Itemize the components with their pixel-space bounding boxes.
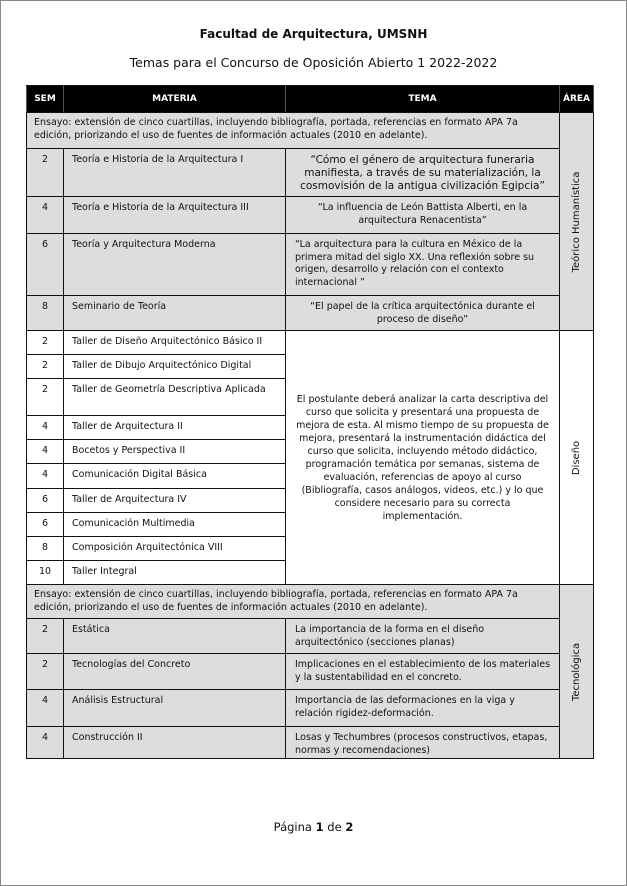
sem-cell: 2 bbox=[27, 619, 64, 654]
document-subtitle: Temas para el Concurso de Oposición Abierto 1 2022-2022 bbox=[129, 55, 498, 70]
materia-cell: Taller de Arquitectura IV bbox=[64, 489, 286, 513]
materia-cell: Taller de Dibujo Arquitectónico Digital bbox=[64, 355, 286, 379]
tema-cell: “El papel de la crítica arquitectónica durante el proceso de diseño” bbox=[286, 296, 560, 331]
page-footer bbox=[0, 820, 627, 834]
tema-cell: La importancia de la forma en el diseño arquitectónico (secciones planas) bbox=[286, 619, 560, 654]
tema-cell: Losas y Techumbres (procesos constructivos, etapas, normas y recomendaciones) bbox=[286, 727, 560, 759]
design-tema-cell: El postulante deberá analizar la carta descriptiva del curso que solicita y presentará una propuesta de mejora de esta. Al mismo tiempo de su propuesta de mejora, presentará la instrumentación didáctica del curso que solicita, incluyendo método didáctico, programación temática por semanas, sistema de evaluación, referencias de apoyo al curso (Bibliografía, casos análogos, videos, etc.) y lo que considere necesario para su correcta implementación. bbox=[286, 331, 560, 585]
area-cell bbox=[560, 331, 594, 585]
sem-cell: 4 bbox=[27, 440, 64, 464]
table-row bbox=[27, 331, 594, 355]
table-row bbox=[27, 197, 594, 234]
header-tema: TEMA bbox=[286, 86, 560, 113]
materia-cell: Taller de Diseño Arquitectónico Básico II bbox=[64, 331, 286, 355]
table-row bbox=[27, 727, 594, 759]
materia-cell: Teoría e Historia de la Arquitectura I bbox=[64, 149, 286, 197]
area-label: Tecnológica bbox=[570, 642, 582, 701]
sem-cell: 8 bbox=[27, 296, 64, 331]
total-pages: 2 bbox=[345, 820, 354, 834]
materia-cell: Bocetos y Perspectiva II bbox=[64, 440, 286, 464]
tema-cell: “La influencia de León Battista Alberti, en la arquitectura Renacentista” bbox=[286, 197, 560, 234]
materia-cell: Taller Integral bbox=[64, 561, 286, 585]
table-row bbox=[27, 296, 594, 331]
sem-cell: 6 bbox=[27, 489, 64, 513]
area-cell bbox=[560, 585, 594, 759]
tema-cell: Importancia de las deformaciones en la viga y relación rigidez-deformación. bbox=[286, 690, 560, 727]
section-note-row bbox=[27, 585, 594, 619]
sem-cell: 4 bbox=[27, 197, 64, 234]
sem-cell: 4 bbox=[27, 690, 64, 727]
materia-cell: Teoría y Arquitectura Moderna bbox=[64, 234, 286, 296]
materia-cell: Construcción II bbox=[64, 727, 286, 759]
sem-cell: 4 bbox=[27, 416, 64, 440]
materia-cell: Tecnologías del Concreto bbox=[64, 654, 286, 690]
sem-cell: 2 bbox=[27, 355, 64, 379]
essay-note: Ensayo: extensión de cinco cuartillas, incluyendo bibliografía, portada, referencias en formato APA 7a edición, priorizando el uso de fuentes de información actuales (2010 en adelante). bbox=[27, 585, 560, 619]
materia-cell: Teoría e Historia de la Arquitectura III bbox=[64, 197, 286, 234]
footer-prefix: Página bbox=[273, 820, 312, 834]
materia-cell: Taller de Arquitectura II bbox=[64, 416, 286, 440]
table-row bbox=[27, 149, 594, 197]
sem-cell: 2 bbox=[27, 379, 64, 416]
table-row bbox=[27, 619, 594, 654]
header-area: ÁREA bbox=[560, 86, 594, 113]
sem-cell: 2 bbox=[27, 654, 64, 690]
tema-cell: Implicaciones en el establecimiento de los materiales y la sustentabilidad en el concreto. bbox=[286, 654, 560, 690]
table-row bbox=[27, 690, 594, 727]
area-cell bbox=[560, 113, 594, 331]
sem-cell: 4 bbox=[27, 464, 64, 489]
tema-cell: “La arquitectura para la cultura en México de la primera mitad del siglo XX. Una reflexión sobre su origen, desarrollo y relación con el contexto internacional ” bbox=[286, 234, 560, 296]
sem-cell: 8 bbox=[27, 537, 64, 561]
institution-title: Facultad de Arquitectura, UMSNH bbox=[199, 27, 428, 41]
materia-cell: Composición Arquitectónica VIII bbox=[64, 537, 286, 561]
current-page-number: 1 bbox=[315, 820, 324, 834]
table-row bbox=[27, 234, 594, 296]
table-header-row bbox=[27, 86, 594, 113]
sem-cell: 6 bbox=[27, 513, 64, 537]
materia-cell: Comunicación Digital Básica bbox=[64, 464, 286, 489]
topics-table bbox=[26, 85, 594, 759]
tema-cell: “Cómo el género de arquitectura funeraria manifiesta, a través de su materialización, la cosmovisión de la antigua civilización Egipcia” bbox=[286, 149, 560, 197]
header-materia: MATERIA bbox=[64, 86, 286, 113]
essay-note: Ensayo: extensión de cinco cuartillas, incluyendo bibliografía, portada, referencias en formato APA 7a edición, priorizando el uso de fuentes de información actuales (2010 en adelante). bbox=[27, 113, 560, 149]
sem-cell: 2 bbox=[27, 331, 64, 355]
sem-cell: 6 bbox=[27, 234, 64, 296]
header-sem: SEM bbox=[27, 86, 64, 113]
table-row bbox=[27, 654, 594, 690]
sem-cell: 10 bbox=[27, 561, 64, 585]
sem-cell: 2 bbox=[27, 149, 64, 197]
footer-middle: de bbox=[327, 820, 342, 834]
sem-cell: 4 bbox=[27, 727, 64, 759]
materia-cell: Seminario de Teoría bbox=[64, 296, 286, 331]
materia-cell: Estática bbox=[64, 619, 286, 654]
area-label: Diseño bbox=[570, 440, 582, 475]
materia-cell: Análisis Estructural bbox=[64, 690, 286, 727]
section-note-row bbox=[27, 113, 594, 149]
materia-cell: Comunicación Multimedia bbox=[64, 513, 286, 537]
materia-cell: Taller de Geometría Descriptiva Aplicada bbox=[64, 379, 286, 416]
area-label: Teórico Humanística bbox=[570, 171, 582, 272]
